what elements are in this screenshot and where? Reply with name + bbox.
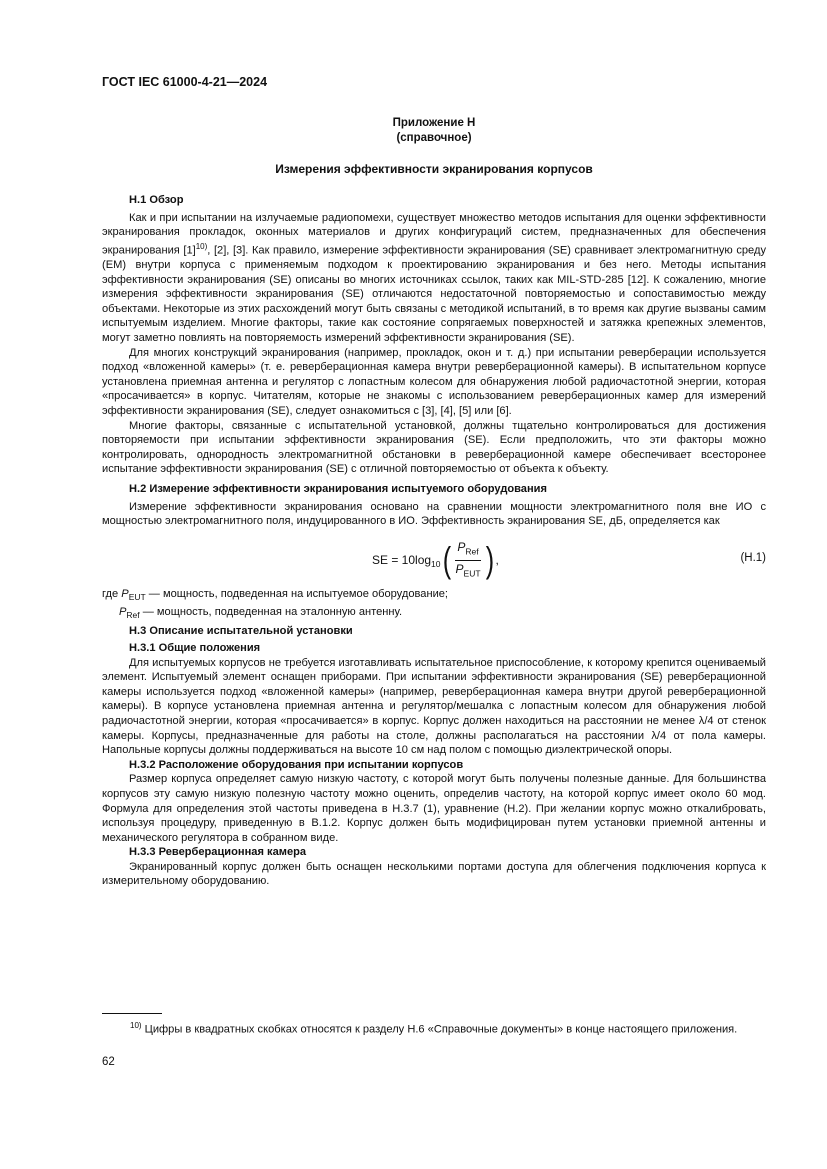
annex-heading (102, 116, 766, 145)
paragraph: Измерение эффективности экранирования основано на сравнении мощности электромагнитного поля вне ИО с мощностью электромагнитного поля, индуцированного в ИО. Эффективность экранирования SE, дБ, определяется как (102, 500, 766, 528)
formula-number: (Н.1) (740, 551, 766, 564)
paragraph: Экранированный корпус должен быть оснащен несколькими портами доступа для облегчения подключения корпуса к измерительному оборудованию. (102, 860, 766, 888)
footnote-separator (102, 1013, 162, 1014)
definition-text: — мощность, подведенная на испытуемое оборудование; (145, 587, 449, 600)
definition-ref (102, 605, 766, 623)
symbol-p: P (119, 605, 127, 618)
section-h3-heading: Н.3 Описание испытательной установки (129, 625, 353, 638)
definition-text: — мощность, подведенная на эталонную антенну. (139, 605, 403, 618)
paragraph: Для испытуемых корпусов не требуется изготавливать испытательное приспособление, к которому крепится оцениваемый элемент. Испытуемый элемент оснащен приборами. При испытании эффективности экранирования (SE) реверберационной камеры используется подход «вложенной камеры» (например, реверберационная камера внутри другой реверберационной камеры). В корпусе установлена приемная антенна и регулятор/мешалка с лопастным колесом для обнаружения любой радиочастотной энергии, которая «просачивается» в корпус. Корпус должен находиться на расстоянии не менее λ/4 от стенок камеры. Корпусы, предназначенные для работы на столе, должны располагаться на расстоянии λ/4 от пола камеры. Напольные корпусы должны поддерживаться на высоте 10 см над полом с помощью диэлектрической опоры. (102, 656, 766, 757)
where-word: где (102, 587, 122, 600)
symbol-p: P (457, 539, 466, 554)
paragraph (102, 211, 766, 346)
paragraph: Размер корпуса определяет самую низкую частоту, с которой могут быть получены полезные данные. Для большинства корпусов эту самую низкую полезную частоту можно оценить, определив частоту, на которой корпус имеет около 60 мод. Формула для определения этой частоты приведена в Н.3.7 (1), уравнение (Н.2). При желании корпус можно откалибровать, используя процедуру, приведенную в В.1.2. Корпус должен быть модифицирован путем установки приемной антенны и механического регулятора в собранном виде. (102, 773, 766, 844)
formula-right-paren: ) (485, 539, 494, 581)
section-h31-heading: Н.3.1 Общие положения (129, 641, 261, 654)
symbol-p: P (455, 561, 464, 576)
standard-header: ГОСТ IEC 61000-4-21—2024 (102, 75, 268, 89)
section-h1-heading: Н.1 Обзор (129, 194, 184, 206)
document-body (102, 193, 766, 889)
symbol-sub: EUT (463, 568, 481, 579)
paragraph-text: Как и при испытании на излучаемые радиопомехи, существует множество методов испытания для оценки эффективности экранирования прокладок, оконных материалов и других конфигураций систем, предназначенных для обеспечения экранирования [1] (102, 211, 766, 257)
symbol-sub: Ref (126, 609, 140, 620)
formula-left-paren: ( (442, 539, 451, 581)
definition-eut (102, 587, 766, 605)
footnote-text (102, 1019, 766, 1037)
symbol-p: P (121, 587, 129, 600)
annex-label: Приложение Н (392, 117, 476, 129)
footnote (102, 1019, 766, 1037)
footnote-ref: 10) (195, 241, 208, 251)
footnote-mark: 10) (130, 1021, 142, 1030)
formula-log-base: 10 (431, 558, 441, 569)
section-h33-heading: Н.3.3 Реверберационная камера (129, 846, 307, 859)
formula-h1 (102, 532, 766, 584)
formula-lhs: SE = 10log (372, 552, 432, 567)
annex-title: Измерения эффективности экранирования корпусов (275, 162, 593, 176)
formula-expression (372, 540, 499, 581)
formula-fraction (454, 540, 483, 581)
symbol-sub: EUT (128, 591, 146, 602)
formula-trail: , (495, 552, 499, 567)
section-h2-heading: Н.2 Измерение эффективности экранирования испытуемого оборудования (129, 482, 547, 495)
paragraph-text: , [2], [3]. Как правило, измерение эффективности экранирования (SE) сравнивает электромагнитную среду (ЕМ) внутри корпуса с применяемым подходом к проектированию экранирования и без него. Методы испытания эффективности экранирования (SE) описаны во многих источниках ссылок, таких как MIL-STD-285 [12]. К сожалению, многие измерения эффективности экранирования (SE) отличаются недостаточной повторяемостью и сопоставимостью между объектами. Некоторые из этих расхождений могут быть связаны с методикой испытаний, в то время как другие вызваны самим испытуемым изделием. Многие факторы, такие как состояние сопрягаемых поверхностей и затяжка крепежных элементов, могут заметно повлиять на повторяемость измерений эффективности экранирования (SE). (102, 244, 767, 345)
paragraph: Многие факторы, связанные с испытательной установкой, должны тщательно контролироваться для достижения повторяемости при испытании эффективности экранирования (SE). Если предположить, что эти факторы можно контролировать, однородность электромагнитной обстановки в реверберационной камере обеспечивает всесторонее испытание эффективности экранирования (SE) с отличной повторяемостью от объекта к объекту. (102, 419, 766, 476)
paragraph: Для многих конструкций экранирования (например, прокладок, окон и т. д.) при испытании реверберации используется подход «вложенной камеры» (т. е. реверберационная камера внутри реверберационной камеры). В испытательном корпусе установлена приемная антенна и регулятор с лопастным колесом для обнаружения любой радиочастотной энергии, которая «просачивается» в корпус. Читателям, которые не знакомы с использованием реверберационных камер для измерений эффективности экранирования (SE), следует ознакомиться с [3], [4], [5] или [6]. (102, 346, 766, 417)
formula-denominator (454, 561, 483, 581)
annex-type: (справочное) (396, 131, 472, 144)
formula-numerator (455, 540, 480, 561)
footnote-body: Цифры в квадратных скобках относятся к разделу Н.6 «Справочные документы» в конце настоящего приложения. (141, 1023, 738, 1036)
section-h32-heading: Н.3.2 Расположение оборудования при испытании корпусов (129, 758, 464, 771)
page-number: 62 (102, 1056, 115, 1068)
symbol-sub: Ref (465, 546, 479, 557)
